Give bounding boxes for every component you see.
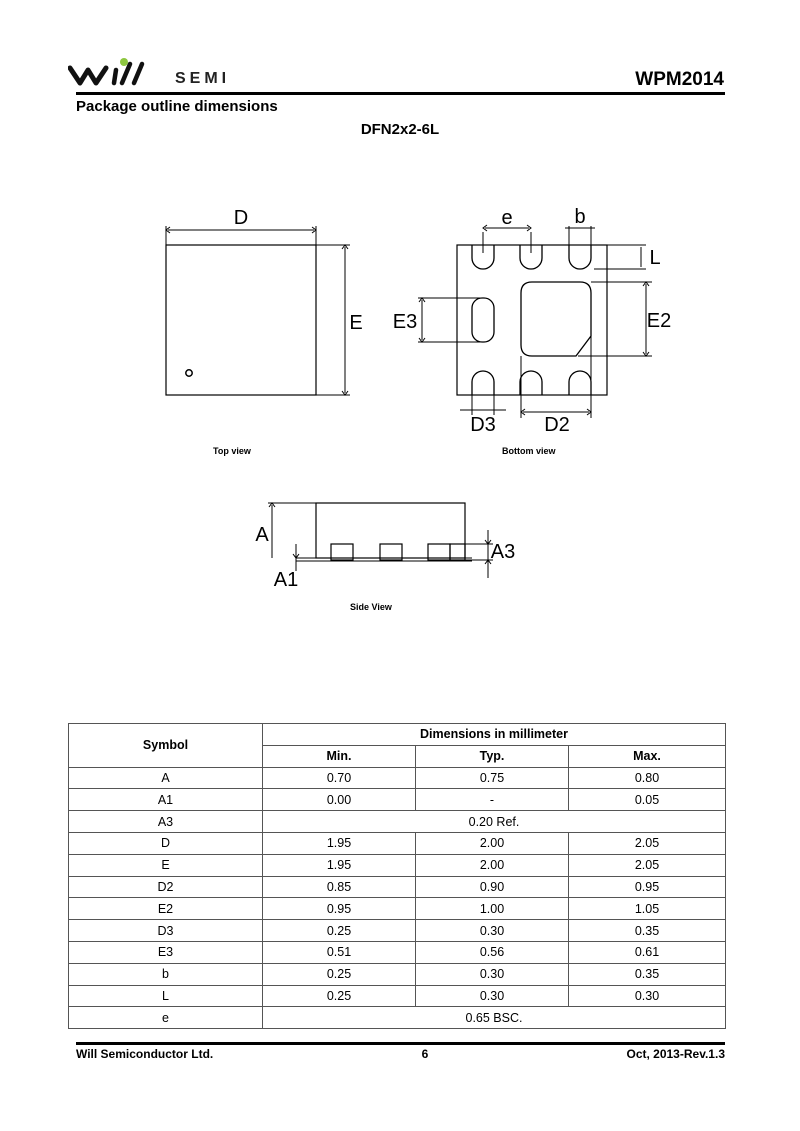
col-header-typ: Typ. <box>416 745 569 767</box>
cell-typ: 0.75 <box>416 767 569 789</box>
cell-symbol: D3 <box>69 920 263 942</box>
cell-symbol: E2 <box>69 898 263 920</box>
bottom-view-caption: Bottom view <box>502 446 556 456</box>
label-b: b <box>574 206 586 228</box>
label-D: D <box>233 207 249 229</box>
cell-symbol: L <box>69 985 263 1007</box>
cell-max: 0.05 <box>569 789 726 811</box>
cell-max: 0.80 <box>569 767 726 789</box>
table-row <box>69 920 726 942</box>
side-view-caption: Side View <box>350 602 392 612</box>
label-A3: A3 <box>490 541 516 563</box>
pad-bottom-2 <box>520 371 542 395</box>
bottom-view <box>393 206 671 436</box>
cell-min: 0.00 <box>263 789 416 811</box>
cell-span: 0.20 Ref. <box>263 811 726 833</box>
pad-bottom-1 <box>472 371 494 395</box>
cell-typ: 0.30 <box>416 985 569 1007</box>
footer-rule <box>76 1042 725 1045</box>
pad-e3 <box>472 298 494 342</box>
cell-min: 0.25 <box>263 985 416 1007</box>
cell-symbol: D2 <box>69 876 263 898</box>
label-e: e <box>501 207 513 229</box>
col-header-max: Max. <box>569 745 726 767</box>
section-title: Package outline dimensions <box>76 98 278 115</box>
top-view-caption: Top view <box>213 446 251 456</box>
table-row <box>69 985 726 1007</box>
cell-max: 1.05 <box>569 898 726 920</box>
cell-min: 0.51 <box>263 941 416 963</box>
table-row <box>69 963 726 985</box>
package-name: DFN2x2-6L <box>360 121 440 138</box>
table-row <box>69 767 726 789</box>
dimensions-table <box>68 723 726 1029</box>
cell-symbol: A3 <box>69 811 263 833</box>
cell-min: 0.85 <box>263 876 416 898</box>
cell-max: 0.35 <box>569 963 726 985</box>
table-row <box>69 789 726 811</box>
cell-typ: 0.30 <box>416 920 569 942</box>
pad-top-3 <box>569 245 591 269</box>
cell-symbol: e <box>69 1007 263 1029</box>
footer-company: Will Semiconductor Ltd. <box>76 1047 214 1061</box>
label-D3: D3 <box>470 414 496 436</box>
label-A: A <box>255 524 269 546</box>
cell-max: 0.61 <box>569 941 726 963</box>
label-E: E <box>349 312 363 334</box>
cell-max: 0.30 <box>569 985 726 1007</box>
table-row <box>69 832 726 854</box>
cell-typ: - <box>416 789 569 811</box>
group-header: Dimensions in millimeter <box>263 724 726 746</box>
cell-symbol: D <box>69 832 263 854</box>
cell-typ: 2.00 <box>416 832 569 854</box>
label-D2: D2 <box>544 414 570 436</box>
cell-max: 2.05 <box>569 832 726 854</box>
top-view <box>166 207 363 395</box>
label-A1: A1 <box>273 569 299 591</box>
cell-span: 0.65 BSC. <box>263 1007 726 1029</box>
table-row <box>69 1007 726 1029</box>
cell-min: 0.25 <box>263 963 416 985</box>
table-row <box>69 811 726 833</box>
cell-typ: 0.56 <box>416 941 569 963</box>
footer-revision: Oct, 2013-Rev.1.3 <box>626 1047 725 1061</box>
cell-symbol: A1 <box>69 789 263 811</box>
pad-bottom-3 <box>569 371 591 395</box>
brand-text: SEMI <box>175 70 231 87</box>
label-L: L <box>649 247 661 269</box>
cell-min: 0.25 <box>263 920 416 942</box>
table-row <box>69 898 726 920</box>
table-row <box>69 876 726 898</box>
document-number: WPM2014 <box>635 69 724 90</box>
cell-max: 2.05 <box>569 854 726 876</box>
cell-symbol: E3 <box>69 941 263 963</box>
cell-min: 1.95 <box>263 832 416 854</box>
table-row <box>69 941 726 963</box>
label-E2: E2 <box>646 310 672 332</box>
cell-min: 1.95 <box>263 854 416 876</box>
cell-typ: 2.00 <box>416 854 569 876</box>
label-E3: E3 <box>392 311 418 333</box>
cell-min: 0.70 <box>263 767 416 789</box>
pad-d2-e2 <box>521 282 591 356</box>
cell-symbol: A <box>69 767 263 789</box>
cell-typ: 0.30 <box>416 963 569 985</box>
cell-max: 0.35 <box>569 920 726 942</box>
cell-max: 0.95 <box>569 876 726 898</box>
symbol-header: Symbol <box>69 724 263 768</box>
cell-typ: 1.00 <box>416 898 569 920</box>
cell-typ: 0.90 <box>416 876 569 898</box>
table-row <box>69 854 726 876</box>
cell-symbol: E <box>69 854 263 876</box>
cell-min: 0.95 <box>263 898 416 920</box>
cell-symbol: b <box>69 963 263 985</box>
col-header-min: Min. <box>263 745 416 767</box>
side-view <box>255 503 515 591</box>
footer-page-number: 6 <box>421 1047 429 1061</box>
